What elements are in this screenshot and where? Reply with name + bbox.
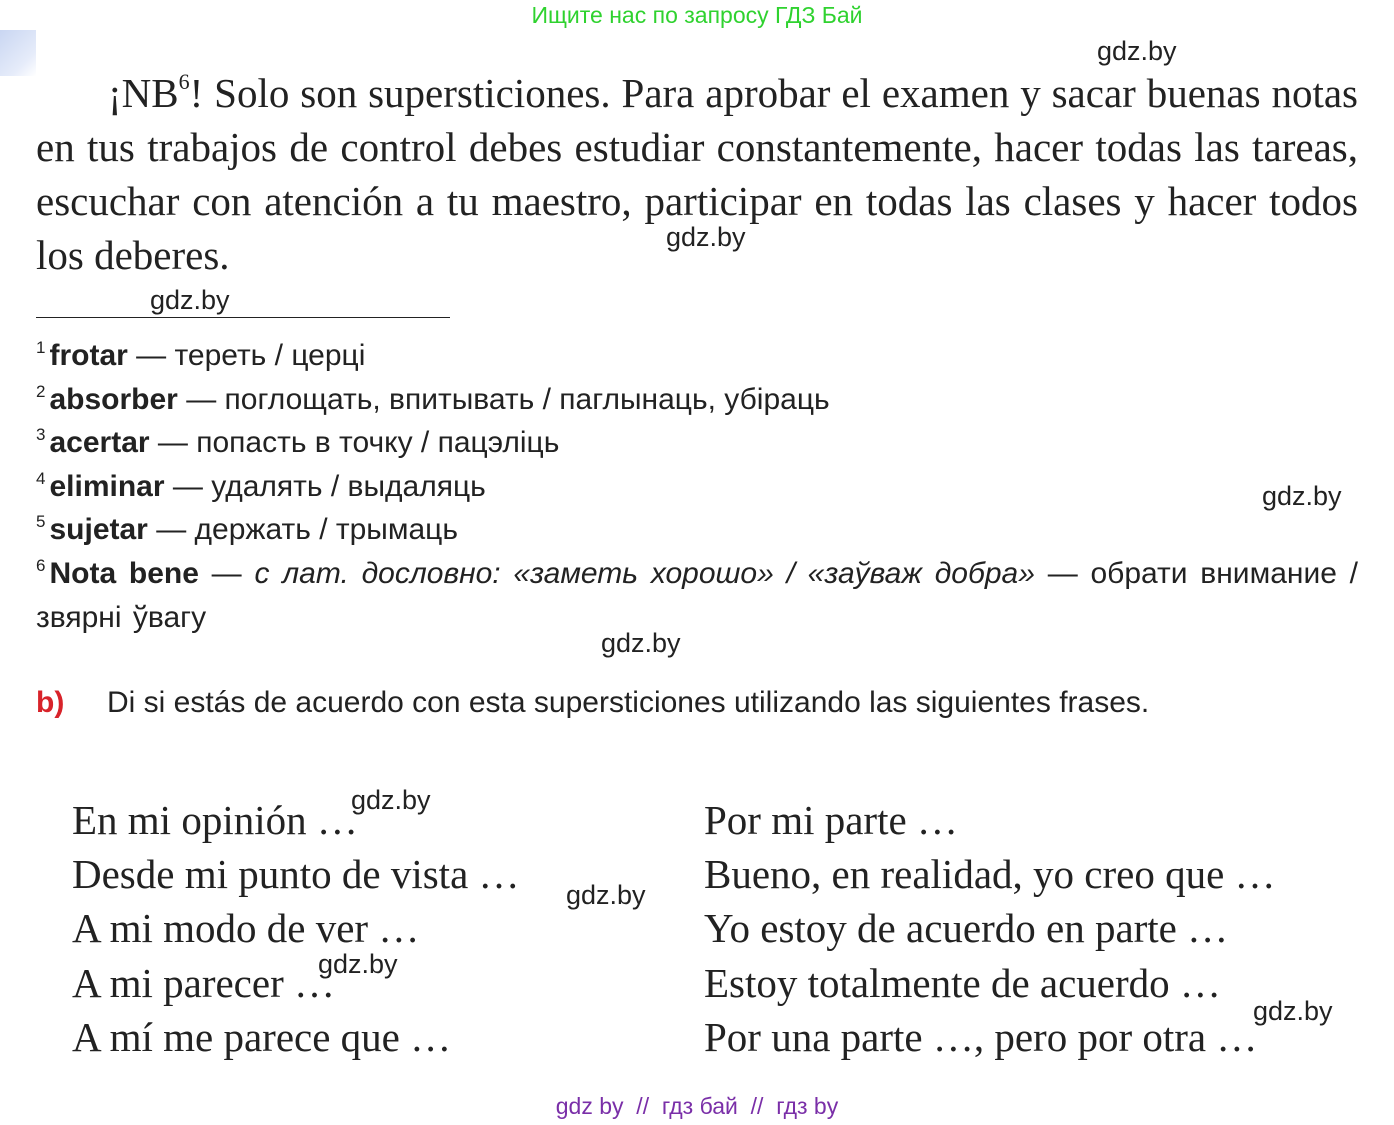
footer-link-gdz-by[interactable]: gdz by: [555, 1093, 624, 1119]
footnote-term: acertar: [49, 426, 150, 460]
footnote-item: [36, 552, 1358, 639]
footer-separator: //: [623, 1093, 662, 1119]
watermark: gdz.by: [150, 285, 230, 315]
watermark: gdz.by: [1262, 481, 1342, 511]
footnote-term: eliminar: [49, 469, 165, 503]
footnote-ref-6: 6: [178, 69, 190, 94]
footnote-number: 5: [36, 512, 46, 532]
watermark: gdz.by: [1097, 36, 1177, 66]
footer-links: [0, 1093, 1394, 1120]
footnote-item: [36, 465, 1358, 509]
phrase-item: A mí me parece que …: [72, 1013, 452, 1060]
watermark: gdz.by: [666, 222, 746, 252]
watermark: gdz.by: [318, 949, 398, 979]
footnote-term: frotar: [49, 339, 128, 372]
task-label: b): [36, 686, 65, 719]
phrase-item: Estoy totalmente de acuerdo …: [704, 959, 1221, 1006]
paragraph-start: ¡NB: [108, 70, 179, 116]
footnote-etymology: с лат. дословно: «заметь хорошо» / «заўваж добра»: [254, 556, 1035, 590]
phrase-item: En mi opinión …: [72, 797, 358, 843]
footnote-definition: — поглощать, впитывать / паглынаць, убіраць: [177, 382, 830, 416]
phrase-list-left: [72, 793, 520, 1064]
footnote-item: [36, 421, 1358, 465]
footnote-dash: —: [198, 556, 255, 590]
footnote-definition: — тереть / церці: [127, 339, 366, 372]
task-text: Di si estás de acuerdo con esta supersticiones utilizando las siguientes frases.: [107, 686, 1150, 719]
phrase-list-right: [704, 793, 1276, 1064]
footnote-number: 3: [36, 425, 46, 445]
phrase-item: Por mi parte …: [704, 797, 958, 843]
phrase-item: Desde mi punto de vista …: [72, 851, 520, 898]
footnote-definition: — удалять / выдаляць: [164, 469, 486, 503]
phrase-item: Yo estoy de acuerdo en parte …: [704, 905, 1229, 952]
watermark: gdz.by: [566, 880, 646, 910]
footnote-term: absorber: [49, 382, 178, 416]
footer-link-gdz-bai[interactable]: гдз бай: [661, 1093, 738, 1119]
footer-link-gdz-by-cyr[interactable]: гдз by: [776, 1093, 839, 1119]
footnote-definition: — обрати внимание / звярні ўвагу: [36, 556, 1358, 634]
footnote-divider: [36, 317, 450, 318]
phrase-item: Por una parte …, pero por otra …: [704, 1013, 1258, 1060]
task-instruction: [36, 686, 1149, 720]
phrase-item: A mi modo de ver …: [72, 905, 420, 952]
footnote-item: [36, 378, 1358, 422]
footer-separator: //: [737, 1093, 777, 1119]
footnote-term: sujetar: [49, 513, 148, 547]
footnote-definition: — держать / трымаць: [147, 513, 458, 547]
corner-decoration: [0, 30, 36, 76]
footnote-number: 6: [36, 555, 46, 575]
footnote-item: [36, 508, 1358, 552]
footnote-term: Nota bene: [49, 556, 199, 590]
footnote-definition: — попасть в точку / пацэліць: [149, 426, 560, 460]
footnote-list: [36, 334, 1358, 639]
watermark: gdz.by: [351, 785, 431, 815]
paragraph-body: ! Solo son supersticiones. Para aprobar el examen y sacar buenas notas en tus trabajos de control debes estudiar constantemente, hacer todas las tareas, escuchar con atención a tu maestro, participar en todas las clases y hacer todos los deberes.: [36, 70, 1358, 278]
footnote-item: [36, 334, 1358, 378]
footnote-number: 4: [36, 468, 46, 488]
phrase-item: A mi parecer …: [72, 959, 335, 1006]
footnote-number: 1: [36, 338, 46, 357]
watermark: gdz.by: [1253, 996, 1333, 1026]
watermark: gdz.by: [601, 628, 681, 658]
top-banner: Ищите нас по запросу ГДЗ Бай: [531, 2, 863, 28]
footnote-number: 2: [36, 381, 46, 401]
phrase-item: Bueno, en realidad, yo creo que …: [704, 851, 1276, 898]
